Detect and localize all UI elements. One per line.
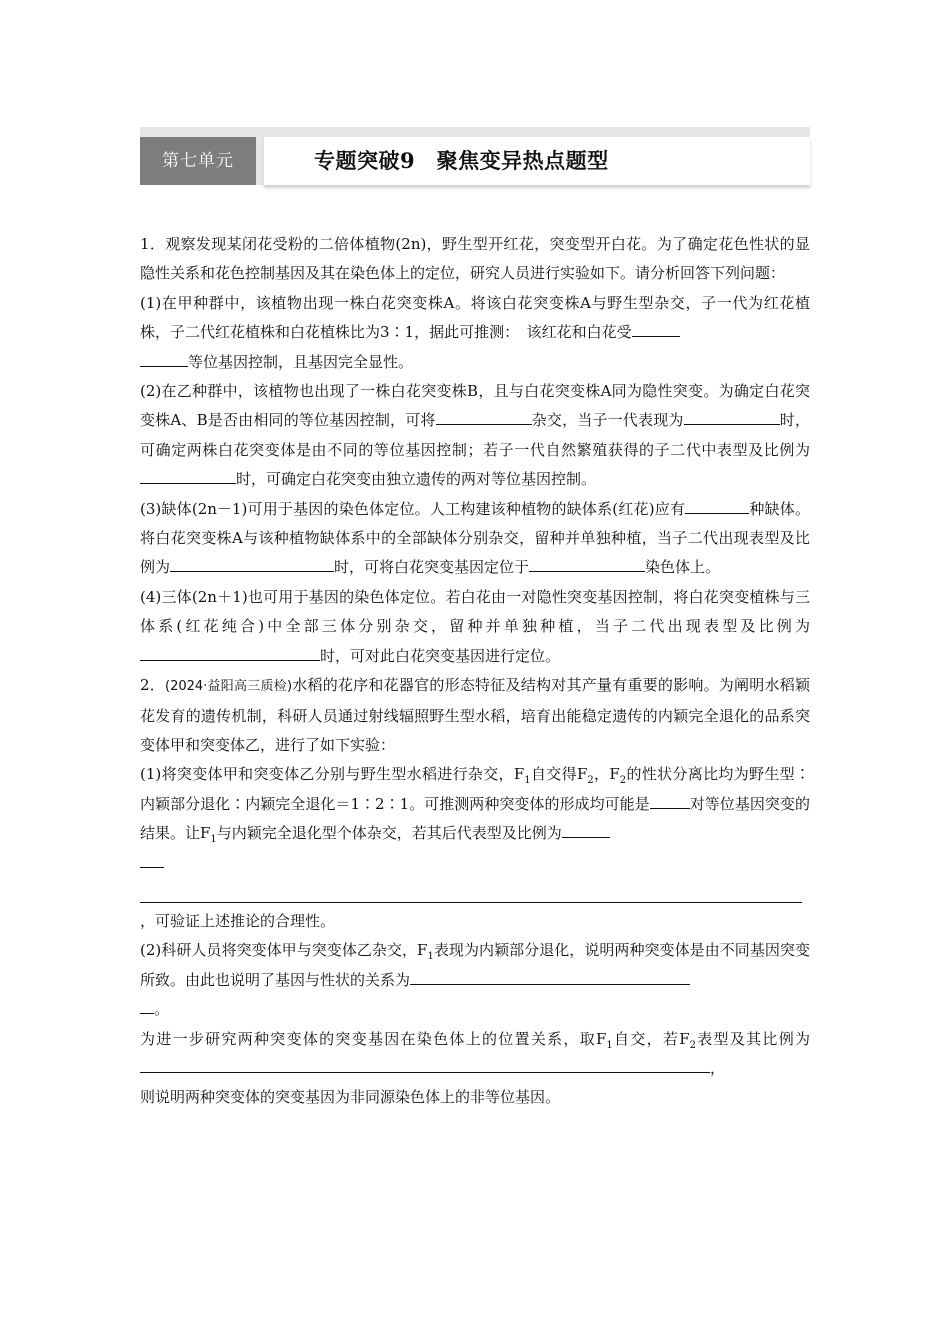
source-tag: (2024·益阳高三质检): [165, 679, 293, 695]
blank[interactable]: [140, 996, 154, 1014]
blank[interactable]: [140, 643, 320, 661]
q2-part2: (2)科研人员将突变体甲与突变体乙杂交，$F_1$表现为内颖部分退化，说明两种突变体是由不同基因突变所致。由此也说明了基因与性状的关系为 。: [140, 941, 810, 1019]
document-body: [140, 230, 810, 1113]
blank[interactable]: [562, 820, 610, 838]
q1-part3: (3)缺体(2n－1)可用于基因的染色体定位。人工构建该种植物的缺体系(红花)应有 种缺体。将白花突变株A与该种植物缺体系中的全部缺体分别杂交，留种并单独种植，当子二代出现表型及比例为 时，可将白花突变基因定位于 染色体上。: [140, 495, 810, 583]
blank[interactable]: [684, 407, 780, 425]
blank[interactable]: [140, 349, 188, 367]
title-box: [264, 137, 810, 185]
blank[interactable]: [410, 967, 690, 985]
blank[interactable]: [632, 319, 680, 337]
page-title: 专题突破9 聚焦变异热点题型: [314, 148, 609, 173]
blank[interactable]: [140, 1055, 710, 1073]
blank[interactable]: [685, 496, 749, 514]
blank[interactable]: [650, 791, 690, 809]
q1-part4: (4)三体(2n＋1)也可用于基因的染色体定位。若白花由一对隐性突变基因控制，将白花突变植株与三体系(红花纯合)中全部三体分别杂交，留种并单独种植，当子二代出现表型及比例为时，可对此白花突变基因进行定位。: [140, 587, 810, 665]
blank[interactable]: [140, 850, 164, 868]
blank[interactable]: [140, 466, 236, 484]
blank[interactable]: [170, 554, 334, 572]
q2-part3: 为进一步研究两种突变体的突变基因在染色体上的位置关系，取$F_1$自交，若$F_2$表型及其比例为， 则说明两种突变体的突变基因为非同源染色体上的非等位基因。: [140, 1029, 810, 1107]
q1-part1: (1)在甲种群中，该植物出现一株白花突变株A。将该白花突变株A与野生型杂交，子一代为红花植株，子二代红花植株和白花植株比为3∶1，据此可推测： 该红花和白花受 等位基因控制，且基因完全显性。: [140, 293, 810, 371]
q2-part1: (1)将突变体甲和突变体乙分别与野生型水稻进行杂交，$F_1$自交得$F_2$，$F_2$的性状分离比均为野生型∶内颖部分退化∶内颖完全退化＝1∶2∶1。可推测两种突变体的形成均可能是 对等位基因突变的结果。让$F_1$与内颖完全退化型个体杂交，若其后代表型及比例为 ，可验证上述推论的合理性。: [140, 765, 810, 930]
q1-intro: 1．观察发现某闭花受粉的二倍体植物(2n)，野生型开红花，突变型开白花。为了确定花色性状的显隐性关系和花色控制基因及其在染色体上的定位，研究人员进行实验如下。请分析回答下列问题：: [140, 235, 810, 283]
q1-part2: (2)在乙种群中，该植物也出现了一株白花突变株B，且与白花突变株A同为隐性突变。为确定白花突变株A、B是否由相同的等位基因控制，可将 杂交，当子一代表现为 时，可确定两株白花突变体是由不同的等位基因控制；若子一代自然繁殖获得的子二代中表型及比例为时，可确定白花突变由独立遗传的两对等位基因控制。: [140, 382, 810, 489]
answer-line[interactable]: [140, 878, 802, 903]
blank[interactable]: [529, 554, 645, 572]
blank[interactable]: [436, 407, 532, 425]
unit-label: 第七单元: [140, 137, 256, 185]
q2-intro: 2．(2024·益阳高三质检)水稻的花序和花器官的形态特征及结构对其产量有重要的影响。为阐明水稻颖花发育的遗传机制，科研人员通过射线辐照野生型水稻，培育出能稳定遗传的内颖完全退化的品系突变体甲和突变体乙，进行了如下实验：: [140, 676, 810, 754]
